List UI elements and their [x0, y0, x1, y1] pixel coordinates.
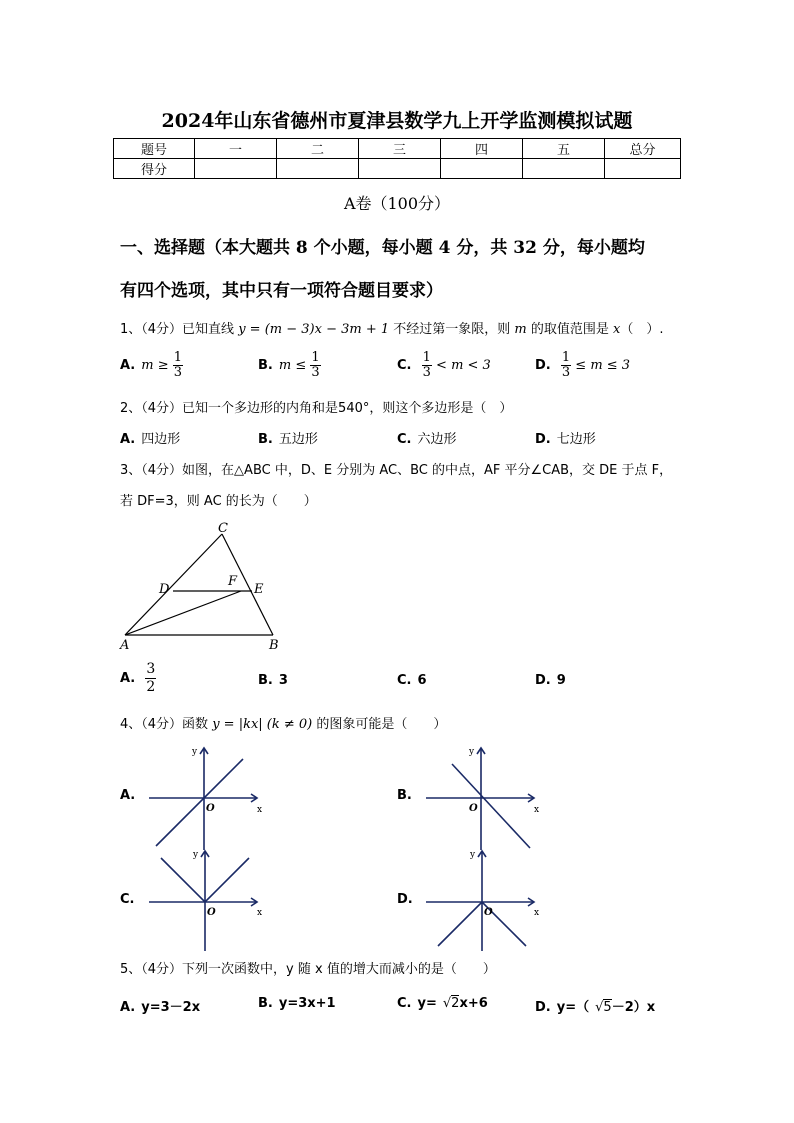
q1-option-b[interactable] — [258, 351, 321, 380]
score-cell — [523, 159, 605, 179]
score-cell — [359, 159, 441, 179]
option-label: A. — [120, 432, 136, 447]
option-text: y=3x+1 — [278, 996, 336, 1011]
q1-option-c[interactable] — [397, 351, 491, 380]
q3-option-b[interactable] — [258, 673, 294, 688]
question-2-stem — [120, 397, 512, 416]
question-number: 4、（4分） — [120, 717, 183, 732]
score-table — [113, 138, 681, 179]
option-text: y=（ — [556, 1000, 590, 1015]
math: m ≤ — [278, 358, 307, 373]
graph-option-c — [145, 845, 270, 957]
math: < m < 3 — [436, 358, 491, 373]
sqrt-radicand: 2 — [451, 996, 460, 1011]
point-label-d: D — [159, 582, 170, 597]
table-cell: 四 — [441, 139, 523, 159]
option-label: C. — [397, 358, 412, 373]
score-table-header-row — [114, 139, 681, 159]
fraction — [561, 351, 571, 380]
question-3-stem-line-2: 若 DF=3，则 AC 的长为（ ） — [120, 494, 317, 509]
option-label: D. — [535, 1000, 551, 1015]
text: 函数 — [182, 717, 209, 732]
option-label: C. — [120, 892, 135, 907]
origin-label: O — [206, 803, 215, 814]
option-text: x+6 — [459, 996, 488, 1011]
text: 已知直线 — [182, 322, 235, 337]
x-axis-label: x — [257, 908, 263, 918]
q5-option-d[interactable] — [535, 996, 661, 1015]
option-text: y= — [417, 996, 437, 1011]
option-text: －2）x — [611, 1000, 656, 1015]
math: m ≥ — [141, 358, 169, 373]
q3-option-d[interactable] — [535, 673, 572, 688]
question-1-stem — [120, 318, 664, 337]
score-cell — [441, 159, 523, 179]
graph-line — [156, 759, 243, 846]
text: 的取值范围是 — [530, 322, 609, 337]
graph-option-b — [422, 742, 547, 854]
sqrt-sign: √ — [595, 1000, 604, 1015]
score-cell — [195, 159, 277, 179]
text: （ ）. — [620, 322, 664, 337]
sqrt-sign: √ — [442, 996, 452, 1011]
option-label: A. — [120, 1000, 136, 1015]
denominator: 3 — [561, 365, 571, 380]
y-axis-label: y — [193, 850, 199, 860]
numerator: 1 — [561, 350, 571, 365]
formula: y = (m − 3)x − 3m + 1 — [238, 322, 390, 337]
question-4-stem — [120, 713, 446, 732]
y-axis-label: y — [470, 850, 476, 860]
q5-option-b[interactable] — [258, 996, 342, 1011]
origin-label: O — [484, 907, 493, 918]
option-label: C. — [397, 996, 412, 1011]
section-heading-line-1: 一、选择题（本大题共 8 个小题，每小题 4 分，共 32 分，每小题均 — [120, 238, 645, 258]
graph-line — [452, 764, 530, 848]
option-label: B. — [397, 788, 412, 803]
table-cell: 题号 — [114, 139, 195, 159]
q1-option-d[interactable] — [535, 351, 630, 380]
q2-option-d[interactable] — [535, 428, 596, 447]
q5-option-c[interactable] — [397, 996, 494, 1011]
y-axis-label: y — [469, 747, 475, 757]
denominator: 3 — [311, 365, 320, 380]
option-label: C. — [397, 673, 412, 688]
q2-option-c[interactable] — [397, 428, 457, 447]
question-number: 5、（4分） — [120, 962, 183, 977]
text: 如图，在△ABC 中，D、E 分别为 AC、BC 的中点，AF 平分∠CAB，交 DE 于点 F， — [182, 463, 673, 478]
point-label-f: F — [228, 574, 238, 589]
table-cell: 五 — [523, 139, 605, 159]
question-3-stem-line-1 — [120, 459, 672, 478]
q1-option-a[interactable] — [120, 351, 183, 380]
origin-label: O — [469, 803, 478, 814]
page-title: 2024年山东省德州市夏津县数学九上开学监测模拟试题 — [161, 110, 633, 132]
point-label-e: E — [254, 582, 264, 597]
option-text: 六边形 — [417, 432, 457, 447]
fraction — [145, 661, 156, 696]
option-label: B. — [258, 673, 273, 688]
q4-option-a[interactable] — [120, 788, 141, 803]
question-number: 2、（4分） — [120, 401, 183, 416]
numerator: 1 — [173, 350, 183, 365]
score-table-score-row — [114, 159, 681, 179]
x-axis-label: x — [534, 908, 540, 918]
option-label: D. — [535, 358, 551, 373]
vertex-label-a: A — [120, 638, 130, 653]
q2-option-b[interactable] — [258, 428, 318, 447]
numerator: 3 — [146, 661, 156, 677]
option-label: C. — [397, 432, 412, 447]
origin-label: O — [207, 907, 216, 918]
q5-option-a[interactable] — [120, 996, 206, 1015]
question-5-stem — [120, 958, 496, 977]
text: 的图象可能是（ ） — [316, 717, 447, 732]
numerator: 1 — [311, 350, 320, 365]
x-axis-label: x — [534, 805, 540, 815]
denominator: 3 — [422, 365, 431, 380]
option-text: 四边形 — [141, 432, 181, 447]
option-label: B. — [258, 432, 273, 447]
question-number: 1、（4分） — [120, 322, 183, 337]
table-cell: 得分 — [114, 159, 195, 179]
denominator: 3 — [173, 365, 183, 380]
option-text: 五边形 — [278, 432, 318, 447]
table-cell: 总分 — [605, 139, 681, 159]
sqrt-radicand: 5 — [603, 1000, 612, 1015]
fraction — [173, 351, 183, 380]
fraction — [310, 351, 320, 380]
option-label: D. — [397, 892, 413, 907]
table-cell: 一 — [195, 139, 277, 159]
vertex-label-c: C — [218, 521, 228, 536]
score-cell — [277, 159, 359, 179]
q3-option-c[interactable] — [397, 673, 433, 688]
text: 不经过第一象限，则 — [393, 322, 511, 337]
option-text: 6 — [417, 673, 427, 688]
section-heading-line-2: 有四个选项，其中只有一项符合题目要求） — [120, 281, 443, 301]
y-axis-label: y — [192, 747, 198, 757]
option-text: 七边形 — [556, 432, 596, 447]
table-cell: 二 — [277, 139, 359, 159]
bisector-af — [125, 591, 241, 635]
option-label: D. — [535, 432, 551, 447]
text: 下列一次函数中，y 随 x 值的增大而减小的是（ ） — [182, 962, 496, 977]
triangle-figure — [115, 518, 290, 654]
question-number: 3、（4分） — [120, 463, 183, 478]
variable: x — [613, 322, 621, 337]
text: 已知一个多边形的内角和是540°，则这个多边形是（ ） — [182, 401, 513, 416]
option-text: y=3－2x — [141, 1000, 201, 1015]
x-axis-label: x — [257, 805, 263, 815]
fraction — [422, 351, 432, 380]
denominator: 2 — [146, 679, 156, 695]
numerator: 1 — [422, 350, 431, 365]
volume-title: A卷（100分） — [343, 194, 451, 213]
option-label: A. — [120, 671, 136, 686]
q2-option-a[interactable] — [120, 428, 180, 447]
q4-option-c[interactable] — [120, 892, 140, 907]
q3-option-a[interactable] — [120, 661, 156, 696]
option-text: 9 — [556, 673, 566, 688]
table-cell: 三 — [359, 139, 441, 159]
graph-option-d — [422, 845, 547, 957]
q4-option-d[interactable] — [397, 892, 419, 907]
option-label: D. — [535, 673, 551, 688]
q4-option-b[interactable] — [397, 788, 418, 803]
option-label: B. — [258, 996, 273, 1011]
option-text: 3 — [278, 673, 288, 688]
option-label: B. — [258, 358, 273, 373]
option-label: A. — [120, 358, 136, 373]
math: ≤ m ≤ 3 — [575, 358, 631, 373]
graph-option-a — [145, 742, 270, 854]
option-label: A. — [120, 788, 136, 803]
score-cell — [605, 159, 681, 179]
variable: m — [514, 322, 527, 337]
vertex-label-b: B — [269, 638, 279, 653]
side-ac — [125, 534, 222, 635]
formula: y = |kx| (k ≠ 0) — [212, 717, 313, 732]
